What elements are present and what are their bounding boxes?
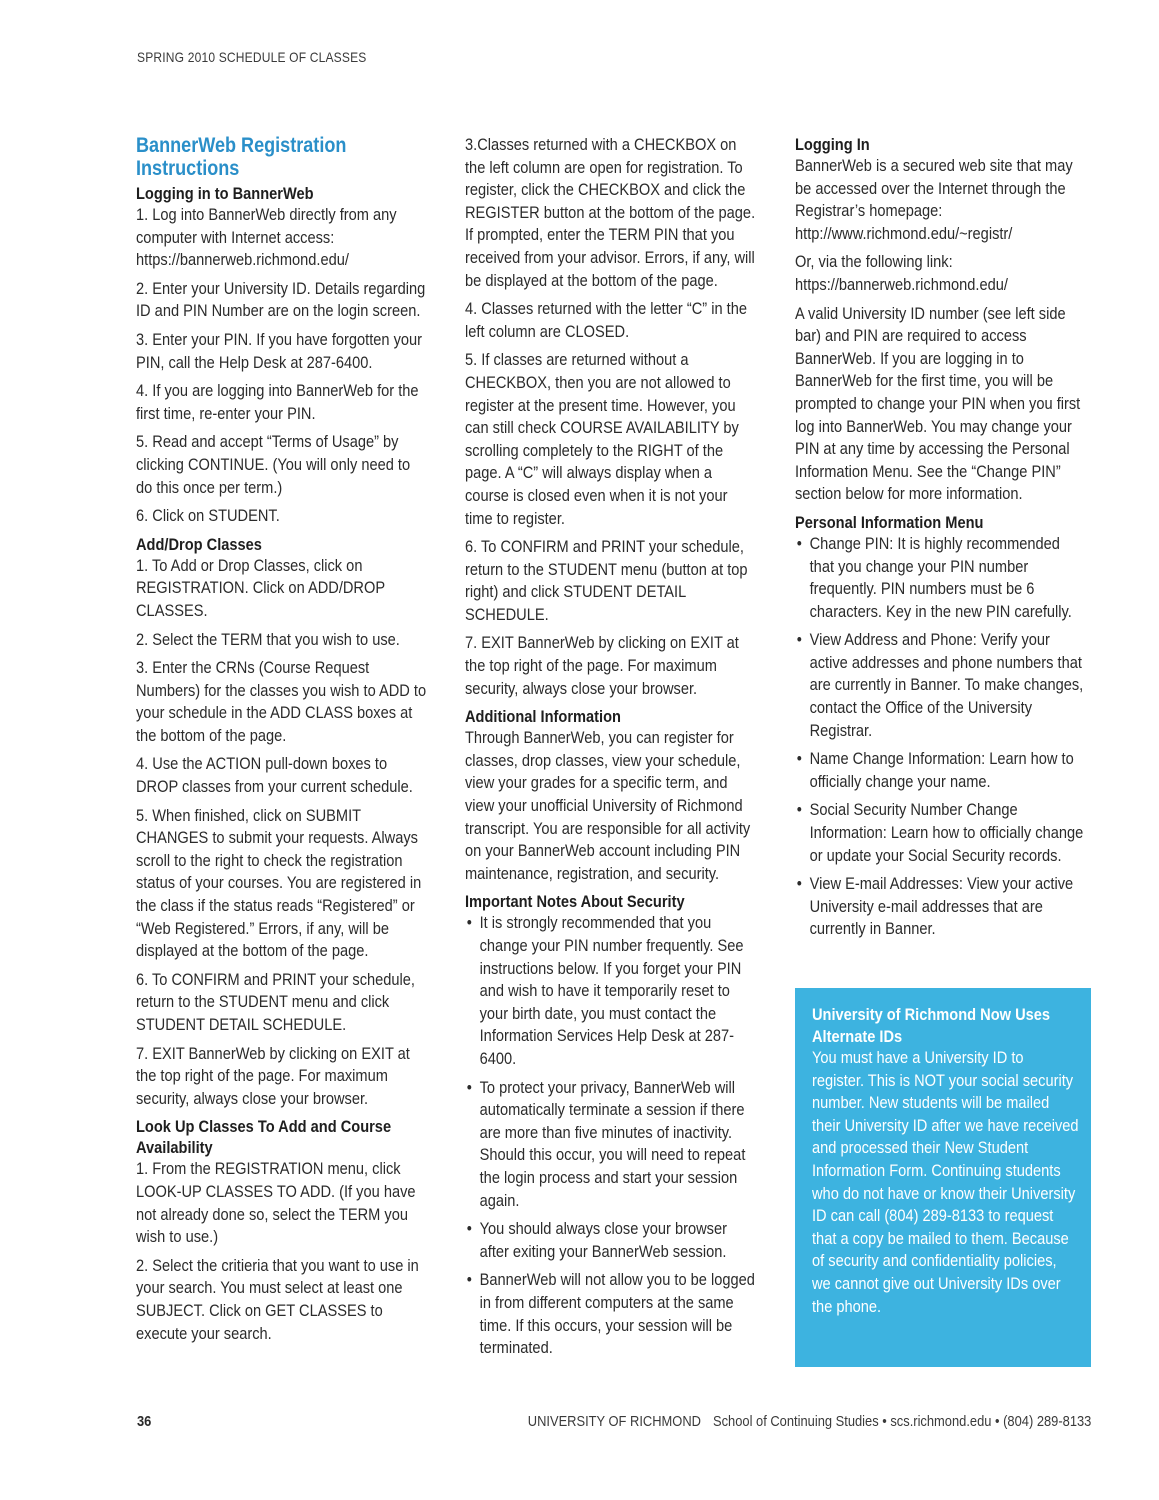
page-number: 36 [137, 1413, 152, 1430]
alternate-ids-callout [795, 988, 1091, 1367]
step: 1. Log into BannerWeb directly from any computer with Internet access: https://bannerweb.richmond.edu/ [136, 205, 397, 270]
list-item-text: Name Change Information: Learn how to officially change your name. [809, 749, 1074, 791]
list-item-text: It is strongly recommended that you change your PIN number frequently. See instructions below. If you forget your PIN and wish to have it temporarily reset to your birth date, you must contact the Information Services Help Desk at 287-6400. [479, 913, 744, 1068]
step: 1. From the REGISTRATION menu, click LOOK-UP CLASSES TO ADD. (If you have not already done so, select the TERM you wish to use.) [136, 1159, 416, 1247]
bullet-icon: • [796, 749, 802, 769]
section-title: BannerWeb Registration Instructions [136, 134, 347, 180]
list-item [795, 748, 1087, 793]
bullet-icon: • [796, 533, 802, 553]
step: 3. Enter your PIN. If you have forgotten your PIN, call the Help Desk at 287-6400. [136, 329, 423, 372]
step: 6. To CONFIRM and PRINT your schedule, return to the STUDENT menu (button at top right) and click STUDENT DETAIL SCHEDULE. [465, 537, 748, 624]
step: 5. When finished, click on SUBMIT CHANGES to submit your requests. Always scroll to the right to check the registration status of your courses. You are registered in the class if the status reads “Registered” or “Web Registered.” Errors, if any, will be displayed at the bottom of the page. [136, 805, 422, 961]
security-heading: Important Notes About Security [465, 892, 685, 912]
list-item [465, 1269, 757, 1359]
list-item [795, 629, 1087, 742]
step: 7. EXIT BannerWeb by clicking on EXIT at the top right of the page. For maximum security, always close your browser. [465, 633, 739, 698]
security-list [465, 912, 757, 1359]
additional-info-heading: Additional Information [465, 707, 621, 727]
step: 4. Classes returned with the letter “C” in the left column are CLOSED. [465, 299, 747, 341]
column-1 [136, 134, 428, 1351]
step: 4. If you are logging into BannerWeb for the first time, re-enter your PIN. [136, 381, 419, 423]
bullet-icon: • [466, 1077, 472, 1097]
paragraph: BannerWeb is a secured web site that may be accessed over the Internet through the Registrar’s homepage: http://www.richmond.edu/~registr/ [795, 156, 1073, 243]
footer [527, 1413, 1091, 1430]
callout-heading: University of Richmond Now Uses Alternate IDs [812, 1005, 1051, 1046]
additional-info-text: Through BannerWeb, you can register for classes, drop classes, view your schedule, view your grades for a specific term, and view your unofficial University of Richmond transcript. You are responsible for all activity on your BannerWeb account including PIN maintenance, registration, and security. [465, 728, 751, 883]
bullet-icon: • [466, 1219, 472, 1239]
step: 1. To Add or Drop Classes, click on REGISTRATION. Click on ADD/DROP CLASSES. [136, 555, 385, 620]
column-3 [795, 134, 1087, 947]
step: 2. Select the critieria that you want to use in your search. You must select at least one SUBJECT. Click on GET CLASSES to execute your search. [136, 1255, 419, 1343]
paragraph: A valid University ID number (see left side bar) and PIN are required to access BannerWeb. If you are logging in to BannerWeb for the first time, you will be prompted to change your PIN when you first log into BannerWeb. You may change your PIN at any time by accessing the Personal Information Menu. See the “Change PIN” section below for more information. [795, 303, 1081, 504]
list-item-text: Change PIN: It is highly recommended that you change your PIN number frequently. PIN numbers must be 6 characters. Key in the new PIN carefully. [809, 533, 1072, 621]
list-item-text: View Address and Phone: Verify your active addresses and phone numbers that are currently in Banner. To make changes, contact the Office of the University Registrar. [809, 630, 1084, 740]
list-item [795, 873, 1087, 941]
bullet-icon: • [796, 800, 802, 820]
list-item-text: View E-mail Addresses: View your active University e-mail addresses that are currently in Banner. [809, 874, 1074, 939]
running-header: SPRING 2010 SCHEDULE OF CLASSES [137, 49, 367, 65]
step: 5. If classes are returned without a CHECKBOX, then you are not allowed to register at the present time. However, you can still check COURSE AVAILABILITY by scrolling completely to the RIGHT of the page. A “C” will always display when a course is closed even when it is not your time to register. [465, 350, 739, 528]
paragraph: Or, via the following link: https://bannerweb.richmond.edu/ [795, 252, 1008, 294]
step: 2. Select the TERM that you wish to use. [136, 629, 400, 649]
bullet-icon: • [466, 1270, 472, 1290]
list-item-text: BannerWeb will not allow you to be logged in from different computers at the same time. If this occurs, your session will be terminated. [479, 1270, 755, 1358]
list-item-text: To protect your privacy, BannerWeb will automatically terminate a session if there are more than five minutes of inactivity. Should this occur, you will need to repeat the login process and start your session again. [479, 1077, 746, 1210]
callout-content [812, 1004, 1079, 1318]
step: 5. Read and accept “Terms of Usage” by clicking CONTINUE. (You will only need to do this once per term.) [136, 432, 411, 497]
footer-university: UNIVERSITY OF RICHMOND [527, 1413, 701, 1430]
personal-info-heading: Personal Information Menu [795, 512, 984, 532]
logging-in-heading: Logging in to BannerWeb [136, 184, 314, 203]
list-item-text: Social Security Number Change Information: Learn how to officially change or update your Social Security records. [809, 800, 1084, 865]
bullet-icon: • [796, 630, 802, 650]
personal-info-list [795, 533, 1087, 941]
bullet-icon: • [796, 874, 802, 894]
list-item [795, 533, 1087, 623]
footer-details: School of Continuing Studies • scs.richmond.edu • (804) 289-8133 [712, 1413, 1091, 1430]
lookup-heading: Look Up Classes To Add and Course Availability [136, 1117, 392, 1158]
column-2 [465, 134, 757, 1366]
bullet-icon: • [466, 913, 472, 933]
step: 6. To CONFIRM and PRINT your schedule, return to the STUDENT menu and click STUDENT DETAIL SCHEDULE. [136, 969, 415, 1034]
step: 3.Classes returned with a CHECKBOX on the left column are open for registration. To register, click the CHECKBOX and click the REGISTER button at the bottom of the page. If prompted, enter the TERM PIN that you received from your advisor. Errors, if any, will be displayed at the bottom of the page. [465, 135, 756, 290]
step: 3. Enter the CRNs (Course Request Numbers) for the classes you wish to ADD to your schedule in the ADD CLASS boxes at the bottom of the page. [136, 658, 427, 745]
add-drop-heading: Add/Drop Classes [136, 534, 262, 554]
list-item [465, 1077, 757, 1213]
step: 2. Enter your University ID. Details regarding ID and PIN Number are on the login screen. [136, 278, 426, 321]
step: 6. Click on STUDENT. [136, 506, 280, 526]
list-item-text: You should always close your browser after exiting your BannerWeb session. [479, 1219, 727, 1261]
list-item [795, 799, 1087, 867]
step: 7. EXIT BannerWeb by clicking on EXIT at the top right of the page. For maximum security, always close your browser. [136, 1043, 410, 1108]
step: 4. Use the ACTION pull-down boxes to DROP classes from your current schedule. [136, 754, 413, 797]
callout-text: You must have a University ID to register. This is NOT your social security number. New students will be mailed their University ID after we have received and processed their New Student Information Form. Continuing students who do not have or know their University ID can call (804) 289-8133 to request that a copy be mailed to them. Because of security and confidentiality policies, we cannot give out University IDs over the phone. [812, 1048, 1079, 1316]
list-item [465, 912, 757, 1070]
list-item [465, 1218, 757, 1263]
logging-in-heading-2: Logging In [795, 135, 870, 154]
